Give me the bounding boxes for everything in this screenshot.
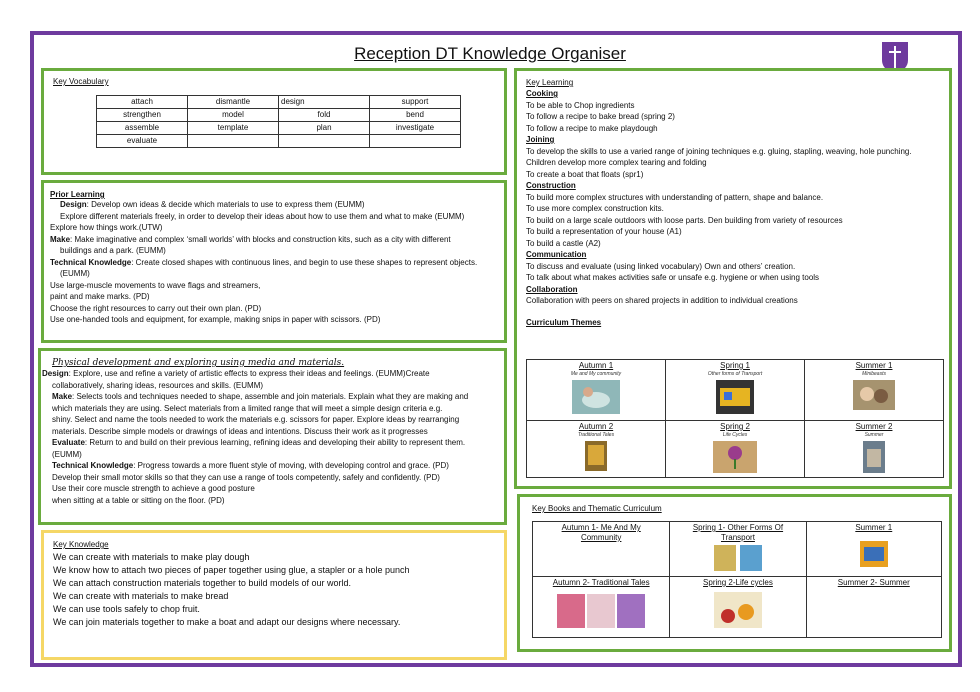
table-row (533, 522, 942, 577)
prior-design: Design: Develop own ideas & decide which materials to use to express them (EUMM) (60, 200, 365, 209)
play-dough-photo-icon (572, 380, 620, 414)
theme-sub: Minibeasts (862, 371, 886, 377)
minibeasts-photo-icon (853, 380, 895, 410)
key-books-heading: Key Books and Thematic Curriculum (532, 504, 662, 513)
learning-line: To build a castle (A2) (526, 238, 601, 248)
theme-cell (527, 360, 666, 421)
theme-cell (805, 421, 944, 478)
theme-term: Summer 2 (855, 422, 893, 431)
theme-cell (666, 360, 805, 421)
knowledge-item: We know how to attach two pieces of paper together using glue, a stapler or a hole punch (53, 565, 410, 575)
physical-line: collaboratively, sharing ideas, resources and skills. (EUMM) (52, 380, 264, 390)
transport-books-icon (714, 545, 762, 571)
prior-line: paint and make marks. (PD) (50, 292, 150, 301)
knowledge-item: We can join materials together to make a boat and adapt our designs where necessary. (53, 617, 401, 627)
books-caption: Autumn 2- Traditional Tales (552, 578, 650, 587)
prior-line: Use one-handed tools and equipment, for example, making snips in paper with scissors. (PD) (50, 315, 381, 324)
prior-learning-box (41, 180, 507, 343)
theme-term: Summer 1 (855, 361, 893, 370)
traditional-tales-book-icon (585, 441, 607, 471)
table-row (527, 421, 944, 478)
vocab-cell: template (188, 122, 279, 135)
learning-line: To follow a recipe to make playdough (526, 123, 658, 133)
physical-line: when sitting at a table or sitting on the floor. (PD) (52, 495, 225, 505)
life-cycles-photo-icon (713, 441, 757, 473)
theme-cell (527, 421, 666, 478)
learning-line: To talk about what makes activities safe or unsafe e.g. hygiene or when using tools (526, 273, 820, 282)
vocab-cell: strengthen (97, 109, 188, 122)
vocab-cell: assemble (97, 122, 188, 135)
books-caption: Spring 2-Life cycles (703, 578, 773, 587)
theme-term: Autumn 1 (578, 361, 614, 370)
table-row (533, 577, 942, 638)
key-books-box (517, 494, 952, 652)
key-vocabulary-box (41, 68, 507, 175)
learning-line: To discuss and evaluate (using linked vocabulary) Own and others’ creation. (526, 261, 796, 271)
books-cell (806, 522, 941, 577)
learning-line: Collaboration with peers on shared projects in addition to individual creations (526, 296, 798, 305)
books-cell (533, 577, 670, 638)
transport-photo-icon (716, 380, 754, 414)
vocabulary-table (96, 95, 461, 148)
books-cell (806, 577, 941, 638)
books-caption: Spring 1- Other Forms Of Transport (692, 523, 784, 542)
physical-make: Make: Selects tools and techniques needed to shape, assemble and join materials. Explain what they are making and (52, 392, 469, 401)
books-caption: Autumn 1- Me And My Community (561, 523, 641, 542)
books-cell (670, 577, 806, 638)
prior-line: Use large-muscle movements to wave flags and streamers, (50, 280, 261, 290)
theme-term: Autumn 2 (578, 422, 614, 431)
theme-cell (805, 360, 944, 421)
prior-line: Explore how things work.(UTW) (50, 223, 163, 232)
prior-technical: Technical Knowledge: Create closed shapes with continuous lines, and begin to use these shapes to represent objects. (50, 257, 478, 267)
learning-line: To use more complex construction kits. (526, 204, 664, 213)
physical-line: shiny. Select and name the tools needed to work the materials e.g. scissors for paper. Explore ideas by rearranging (52, 415, 460, 424)
vocab-cell: evaluate (97, 135, 188, 148)
table-row (97, 122, 461, 135)
learning-line: To create a boat that floats (spr1) (526, 169, 644, 179)
vocab-cell (279, 135, 370, 148)
key-learning-box (514, 68, 952, 489)
table-row (97, 96, 461, 109)
knowledge-item: We can create with materials to make play dough (53, 552, 250, 562)
key-knowledge-heading: Key Knowledge (53, 540, 109, 549)
physical-line: Use their core muscle strength to achieve a good posture (52, 484, 255, 493)
table-row (97, 109, 461, 122)
vocab-cell: support (370, 96, 461, 109)
table-row (527, 360, 944, 421)
vocab-cell: attach (97, 96, 188, 109)
physical-line: Develop their small motor skills so that they can use a range of tools competently, safely and confidently. (PD) (52, 472, 440, 482)
vocab-cell (188, 135, 279, 148)
physical-evaluate: Evaluate: Return to and build on their previous learning, refining ideas and developing their ability to represent them. (52, 438, 466, 447)
traditional-tales-books-icon (557, 594, 645, 628)
key-knowledge-box (41, 530, 507, 660)
summer1-book-icon (860, 541, 888, 567)
vocab-cell: design (279, 96, 370, 109)
page-title: Reception DT Knowledge Organiser (354, 44, 626, 63)
key-vocabulary-heading: Key Vocabulary (53, 77, 109, 86)
vocab-cell: bend (370, 109, 461, 122)
physical-line: materials. Describe simple models or drawings of ideas and intentions. Discuss their work as it progresses (52, 426, 428, 436)
learning-line: To build on a large scale outdoors with loose parts. Den building from variety of resources (526, 215, 843, 225)
books-cell (670, 522, 806, 577)
prior-line: buildings and a park. (EUMM) (60, 246, 166, 255)
theme-sub: Other forms of Transport (707, 371, 763, 377)
collaboration-heading: Collaboration (526, 284, 578, 294)
learning-line: To build more complex structures with understanding of pattern, shape and balance. (526, 192, 824, 202)
summer-photo-icon (863, 441, 885, 473)
key-learning-heading: Key Learning (526, 78, 574, 87)
books-cell (533, 522, 670, 577)
learning-line: Children develop more complex tearing and folding (526, 158, 707, 167)
vocab-cell: model (188, 109, 279, 122)
theme-sub: Life Cycles (722, 432, 748, 438)
communication-heading: Communication (526, 250, 587, 259)
physical-development-box (38, 348, 507, 525)
vocab-cell: fold (279, 109, 370, 122)
prior-line: Choose the right resources to carry out their own plan. (PD) (50, 303, 262, 313)
theme-sub: Me and My community (570, 371, 622, 377)
physical-line: which materials they are using. Select materials from a limited range that will meet a simple design criteria e.g. (52, 403, 443, 413)
prior-line: Explore different materials freely, in order to develop their ideas about how to use them and what to make (EUMM) (60, 211, 465, 221)
joining-heading: Joining (526, 135, 555, 144)
books-caption: Summer 2- Summer (837, 578, 910, 587)
vocab-cell: investigate (370, 122, 461, 135)
physical-technical: Technical Knowledge: Progress towards a more fluent style of moving, with developing control and grace. (PD) (52, 461, 449, 470)
vocab-cell: dismantle (188, 96, 279, 109)
learning-line: To follow a recipe to bake bread (spring 2) (526, 112, 675, 121)
prior-learning-heading: Prior Learning (50, 190, 105, 199)
theme-cell (666, 421, 805, 478)
learning-line: To develop the skills to use a varied range of joining techniques e.g. gluing, stapling, weaving, hole punching. (526, 146, 912, 156)
books-caption: Summer 1 (855, 523, 893, 532)
learning-line: To build a representation of your house (A1) (526, 227, 682, 236)
theme-sub: Summer (864, 432, 884, 438)
life-cycles-book-icon (714, 592, 762, 628)
theme-term: Spring 2 (720, 422, 750, 431)
knowledge-item: We can create with materials to make bread (53, 591, 229, 601)
curriculum-themes-heading: Curriculum Themes (526, 317, 602, 327)
cooking-heading: Cooking (526, 89, 558, 98)
construction-heading: Construction (526, 181, 576, 190)
learning-line: To be able to Chop ingredients (526, 100, 635, 110)
physical-development-heading: Physical development and exploring using media and materials. (52, 358, 345, 368)
vocab-cell (370, 135, 461, 148)
knowledge-item: We can attach construction materials together to build models of our world. (53, 578, 351, 588)
table-row (97, 135, 461, 148)
theme-term: Spring 1 (720, 361, 750, 370)
key-books-table (532, 521, 942, 638)
physical-line: (EUMM) (52, 449, 82, 459)
curriculum-themes-table (526, 359, 944, 478)
vocab-cell: plan (279, 122, 370, 135)
theme-sub: Traditional Tales (577, 432, 615, 438)
physical-design: Design: Explore, use and refine a variety of artistic effects to express their ideas and feelings. (EUMM)Create (42, 369, 430, 378)
prior-make: Make: Make imaginative and complex ‘small worlds’ with blocks and construction kits, such as a city with different (50, 234, 451, 244)
knowledge-item: We can use tools safely to chop fruit. (53, 604, 200, 614)
prior-line: (EUMM) (60, 269, 90, 278)
